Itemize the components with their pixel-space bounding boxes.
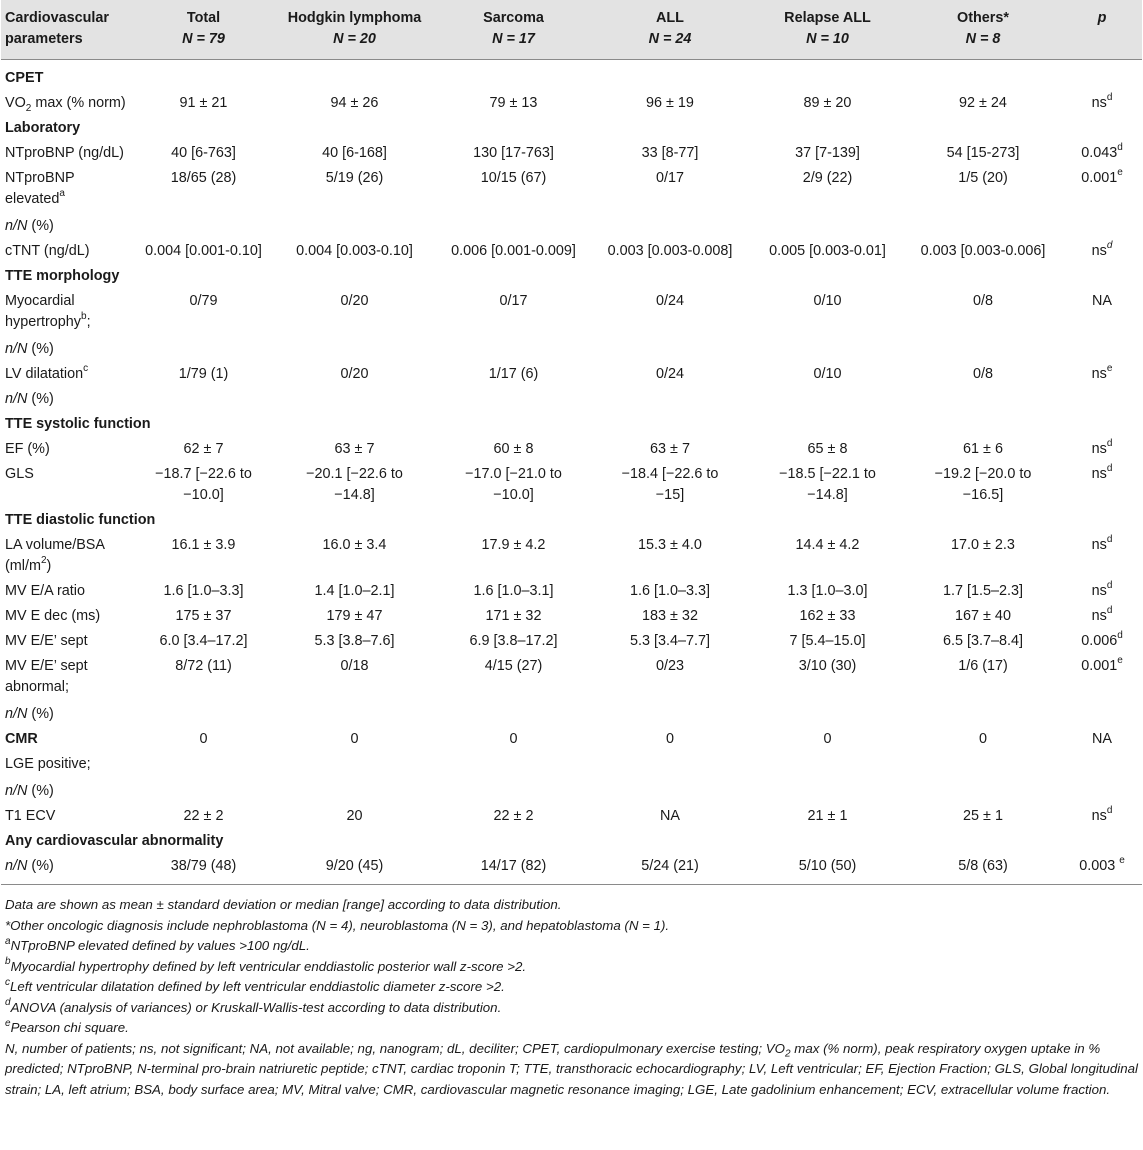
footnote: $^c$Left ventricular dilatation defined by left ventricular enddiastolic diameter z-score >2.	[5, 976, 505, 994]
footnote: $^a$NTproBNP elevated defined by values >100 ng/dL.	[5, 935, 310, 953]
header-relapse-all: Relapse ALL N = 10	[784, 10, 871, 47]
table-row: n/N (%)	[5, 218, 54, 234]
table-row: cTNT (ng/dL) 0.004 [0.001-0.10] 0.004 [0.003-0.10] 0.006 [0.001-0.009] 0.003 [0.003-0.008] 0.005 [0.003-0.01] 0.003 [0.003-0.006] $ns^d$	[5, 240, 1113, 259]
table-row: n/N (%) 38/79 (48) 9/20 (45) 14/17 (82) 5/24 (21) 5/10 (50) 5/8 (63) 0.003 $^e$	[1, 854, 1142, 885]
header-all: ALL N = 24	[648, 10, 692, 47]
table-row: NTproBNP elevated$^a$ 18/65 (28) 5/19 (26) 10/15 (67) 0/17 2/9 (22) 1/5 (20) 0.001e	[5, 167, 1123, 207]
footnote: *Other oncologic diagnosis include nephroblastoma (N = 4), neuroblastoma (N = 3), and hepatoblastoma (N = 1).	[5, 917, 670, 933]
section-laboratory: Laboratory	[5, 120, 81, 136]
header-hodgkin: Hodgkin lymphoma N = 20	[287, 10, 422, 47]
table-row: GLS −18.7 [−22.6 to −10.0] −20.1 [−22.6 to −14.8] −17.0 [−21.0 to −10.0] −18.4 [−22.6 to −15] −18.5 [−22.1 to −14.8] −19.2 [−20.0 to −16.5] $ns^d$	[5, 463, 1113, 503]
table-row: MV E/E’ sept 6.0 [3.4–17.2] 5.3 [3.8–7.6] 6.9 [3.8–17.2] 5.3 [3.4–7.7] 7 [5.4–15.0] 6.5 [3.7–8.4] 0.006$^d$	[5, 630, 1123, 649]
header-total: Total N = 79	[182, 10, 225, 47]
header-p: p	[1097, 10, 1107, 26]
footnote: $^e$Pearson chi square.	[5, 1017, 129, 1035]
table-row: MV E dec (ms) 175 ± 37 179 ± 47 171 ± 32 183 ± 32 162 ± 33 167 ± 40 $ns^d$	[5, 605, 1113, 624]
table-row: n/N (%)	[5, 391, 54, 407]
table-row: EF (%) 62 ± 7 63 ± 7 60 ± 8 63 ± 7 65 ± 8 61 ± 6 $ns^d$	[5, 438, 1113, 457]
table-row: LA volume/BSA $(ml/m^2)$ 16.1 ± 3.9 16.0 ± 3.4 17.9 ± 4.2 15.3 ± 4.0 14.4 ± 4.2 17.0 ± 2.3 $ns^d$	[5, 534, 1113, 574]
table-row: NTproBNP (ng/dL) 40 [6-763] 40 [6-168] 130 [17-763] 33 [8-77] 37 [7-139] 54 [15-273] 0.043$^d$	[5, 142, 1123, 161]
table-row: MV E/A ratio 1.6 [1.0–3.3] 1.4 [1.0–2.1] 1.6 [1.0–3.1] 1.6 [1.0–3.3] 1.3 [1.0–3.0] 1.7 [1.5–2.3] $ns^d$	[5, 580, 1113, 599]
footnote: $^d$ANOVA (analysis of variances) or Kruskall-Wallis-test according to data distribution.	[5, 997, 502, 1015]
section-tte-systolic: TTE systolic function	[5, 416, 151, 432]
table-row: n/N (%)	[5, 341, 54, 357]
section-tte-morphology: TTE morphology	[5, 268, 120, 284]
abbreviations-footnote: N, number of patients; ns, not significant; NA, not available; ng, nanogram; dL, deciliter; CPET, cardiopulmonary exercise testing; $VO_2$ max (% norm), peak respiratory oxygen uptake in % predicted; NTproBNP, N-terminal pro-brain natriuretic peptide; cTNT, cardiac troponin T; TTE, transthoracic echocardiography; LV, Left ventricular; EF, Ejection Fraction; GLS, Global longitudinal strain; LA, left atrium; BSA, body surface area; MV, Mitral valve; CMR, cardiovascular magnetic resonance imaging; LGE, Late gadolinium enhancement; ECV, extracellular volume fraction.	[5, 1040, 1138, 1097]
table-row: T1 ECV 22 ± 2 20 22 ± 2 NA 21 ± 1 25 ± 1 $ns^d$	[5, 805, 1113, 824]
section-any-abnormality: Any cardiovascular abnormality	[5, 833, 224, 849]
table-footnotes	[1, 885, 1142, 1100]
section-cpet: CPET	[5, 70, 44, 86]
table-row: LGE positive;	[5, 756, 91, 772]
table-header	[1, 0, 1142, 60]
header-others: Others* N = 8	[957, 10, 1009, 47]
table-row: n/N (%)	[5, 783, 54, 799]
table-row: n/N (%)	[5, 706, 54, 722]
table-row: CMR 0 0 0 0 0 0 NA	[5, 731, 1112, 747]
table-row: LV dilatation$^c$ 1/79 (1) 0/20 1/17 (6) 0/24 0/10 0/8 $ns^e$	[5, 363, 1113, 382]
header-parameters: Cardiovascular parameters	[5, 10, 109, 47]
table-row: $VO_2$ max (% norm) 91 ± 21 94 ± 26 79 ± 13 96 ± 19 89 ± 20 92 ± 24 $ns^d$	[5, 92, 1113, 114]
table-row: Myocardial hypertrophy$^b$; 0/79 0/20 0/17 0/24 0/10 0/8 NA	[5, 293, 1112, 330]
section-tte-diastolic: TTE diastolic function	[5, 512, 156, 528]
cardiovascular-parameters-table	[1, 0, 1142, 885]
header-sarcoma: Sarcoma N = 17	[483, 10, 544, 47]
table-row: MV E/E’ sept abnormal; 8/72 (11) 0/18 4/15 (27) 0/23 3/10 (30) 1/6 (17) 0.001e	[5, 655, 1123, 695]
footnote: Data are shown as mean ± standard deviation or median [range] according to data distribution.	[5, 897, 562, 912]
footnote: $^b$Myocardial hypertrophy defined by left ventricular enddiastolic posterior wall z-score >2.	[5, 956, 527, 974]
table-container	[1, 0, 1142, 1100]
